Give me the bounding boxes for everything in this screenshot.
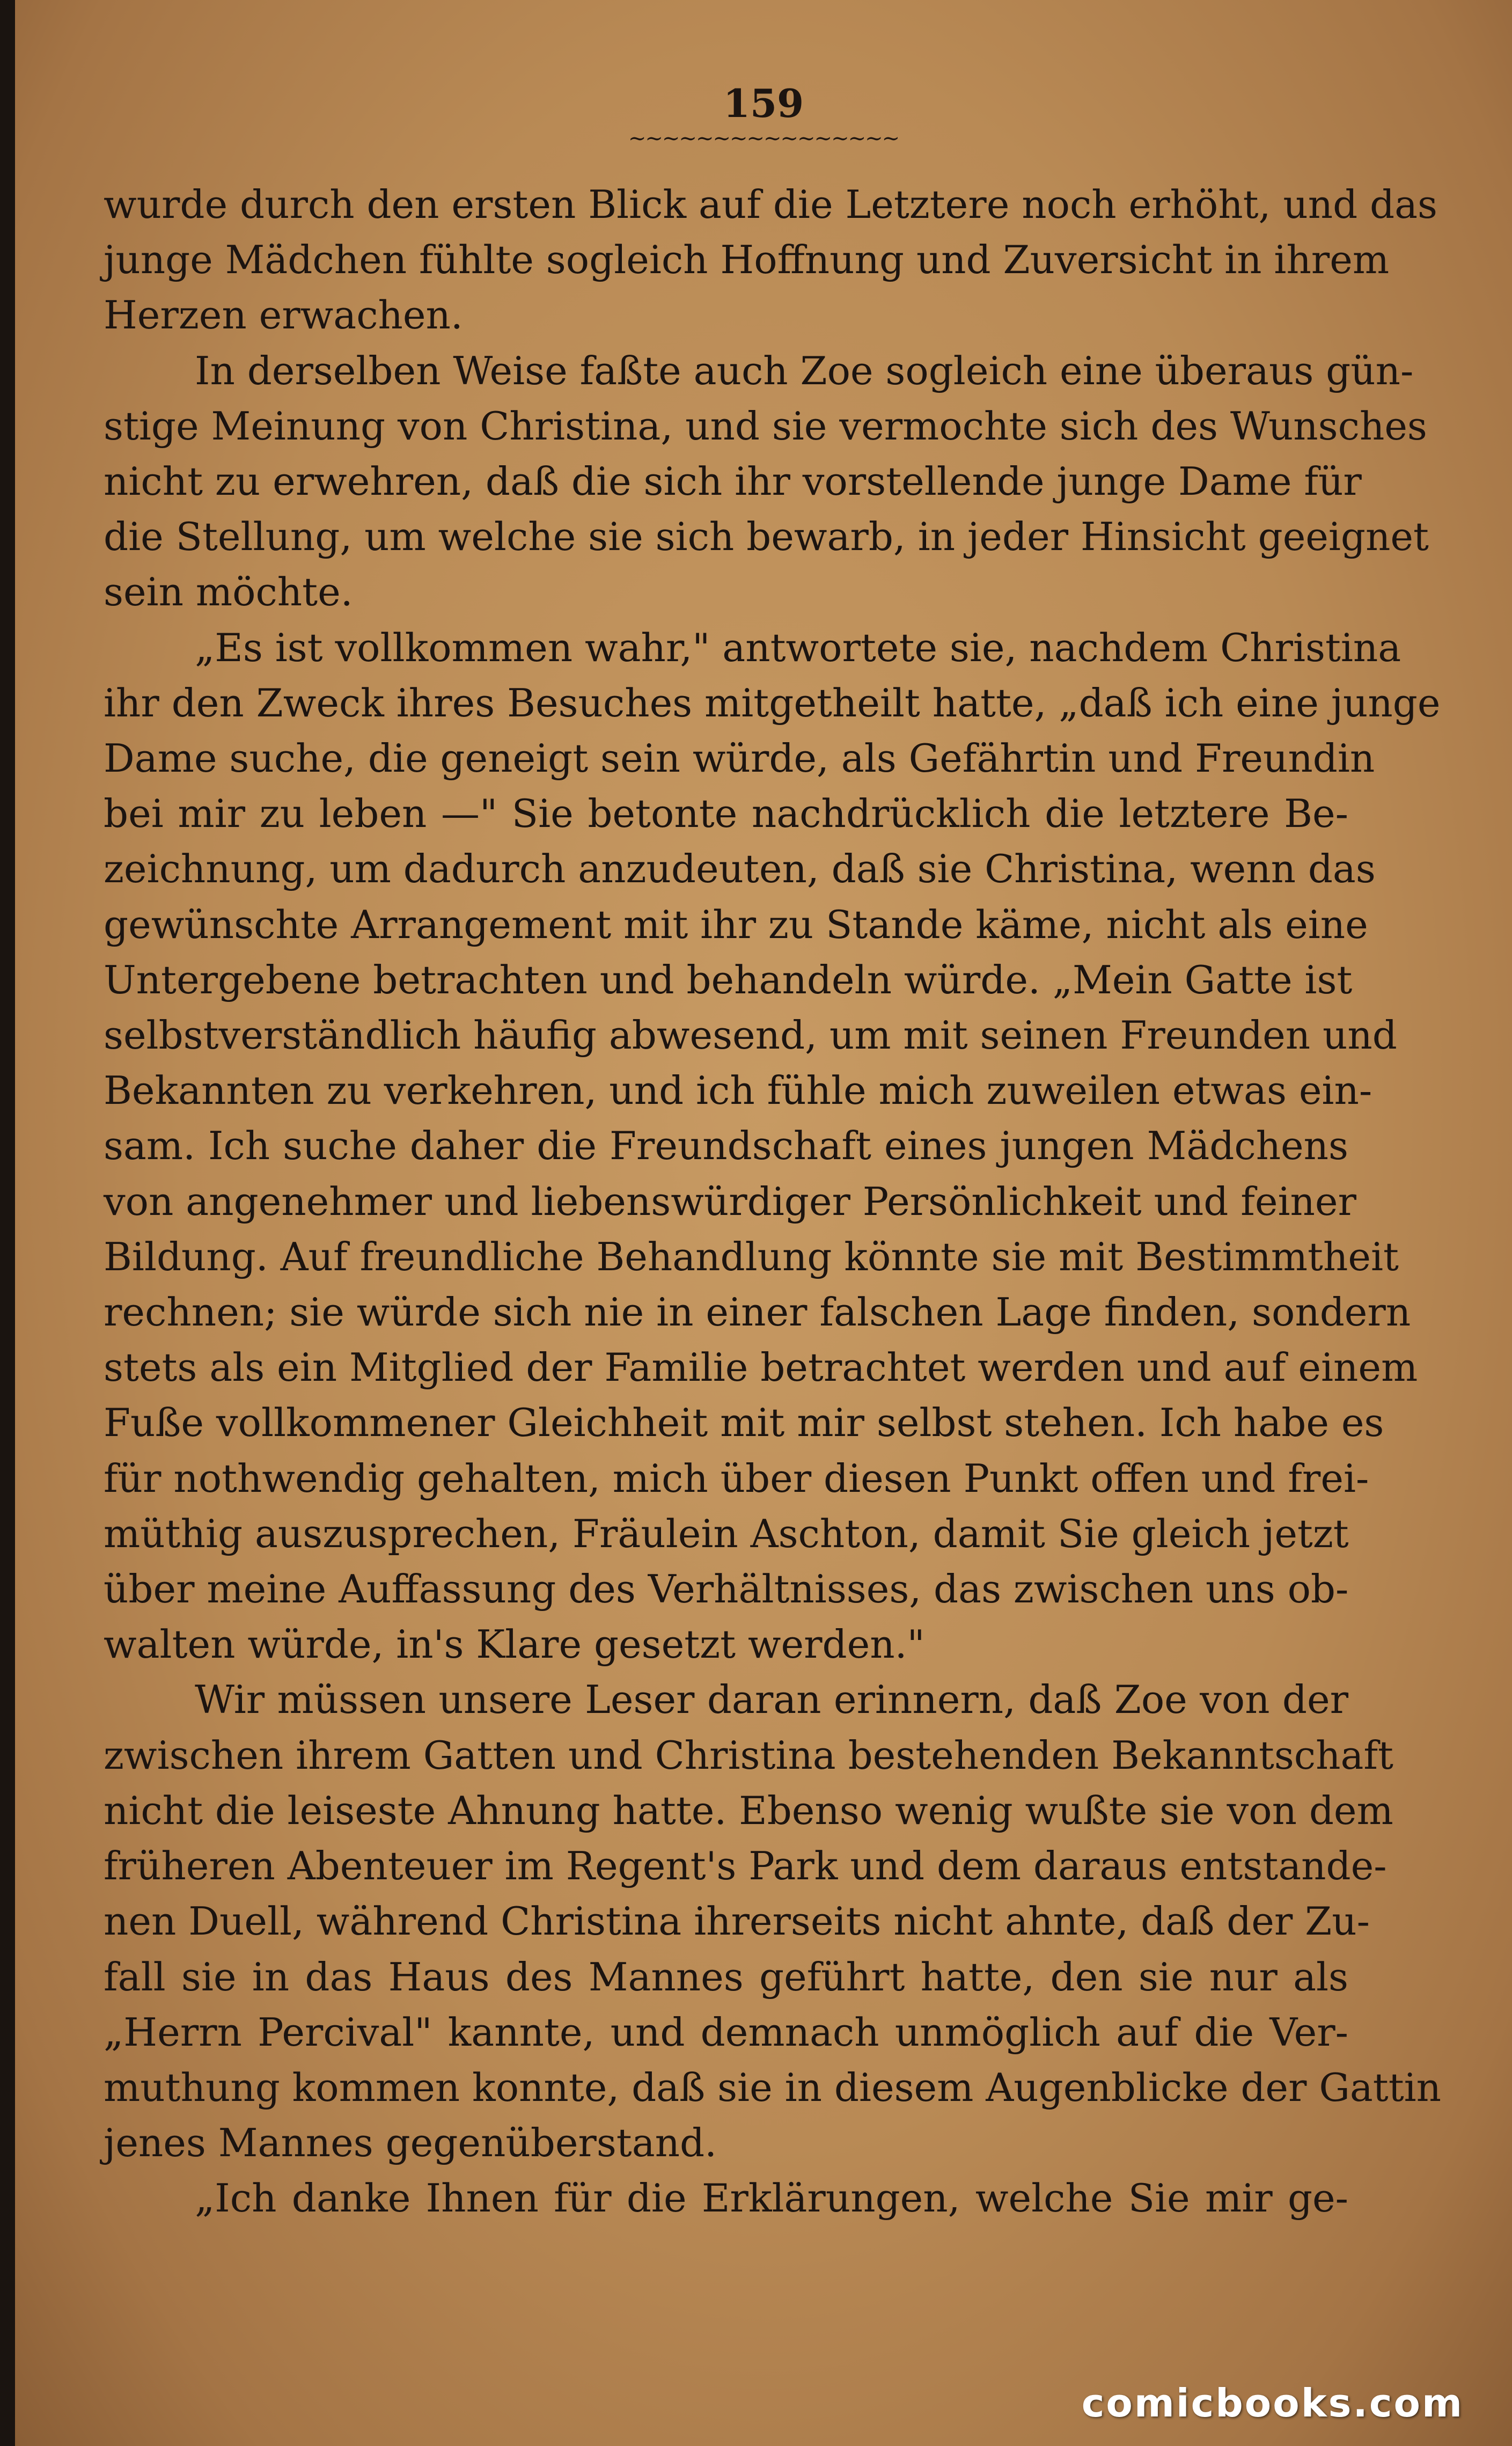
text-line: nicht zu erwehren, daß die sich ihr vorstellende junge Dame für <box>104 459 1362 504</box>
text-line: rechnen; sie würde sich nie in einer falschen Lage finden, sondern <box>104 1290 1411 1335</box>
text-line: über meine Auffassung des Verhältnisses, das zwischen uns ob- <box>104 1566 1349 1612</box>
text-line: die Stellung, um welche sie sich bewarb, in jeder Hinsicht geeignet <box>104 514 1429 560</box>
page-number: 159 <box>723 80 804 126</box>
text-line: gewünschte Arrangement mit ihr zu Stande käme, nicht als eine <box>104 902 1368 947</box>
text-line: walten würde, in's Klare gesetzt werden." <box>104 1622 925 1667</box>
text-line: bei mir zu leben —" Sie betonte nachdrücklich die letztere Be- <box>104 791 1348 837</box>
body-text <box>104 177 1442 2227</box>
text-line: „Es ist vollkommen wahr," antwortete sie, nachdem Christina <box>195 625 1401 670</box>
text-line: „Ich danke Ihnen für die Erklärungen, welche Sie mir ge- <box>195 2176 1348 2221</box>
text-line: zwischen ihrem Gatten und Christina bestehenden Bekanntschaft <box>104 1732 1393 1778</box>
text-line: selbstverständlich häufig abwesend, um mit seinen Freunden und <box>104 1013 1397 1058</box>
text-line: Bildung. Auf freundliche Behandlung könnte sie mit Bestimmtheit <box>104 1234 1399 1279</box>
text-line: sam. Ich suche daher die Freundschaft eines jungen Mädchens <box>104 1123 1348 1169</box>
site-watermark: comicbooks.com <box>1081 2381 1464 2426</box>
text-line: fall sie in das Haus des Mannes geführt hatte, den sie nur als <box>104 1954 1348 2000</box>
text-line: müthig auszusprechen, Fräulein Aschton, damit Sie gleich jetzt <box>104 1511 1349 1556</box>
page-number-ornament: ~~~~~~~~~~~~~~~~ <box>628 126 899 151</box>
text-line: Untergebene betrachten und behandeln würde. „Mein Gatte ist <box>104 957 1353 1002</box>
text-line: nicht die leiseste Ahnung hatte. Ebenso wenig wußte sie von dem <box>104 1788 1393 1833</box>
text-line: stige Meinung von Christina, und sie vermochte sich des Wunsches <box>104 403 1427 449</box>
text-line: muthung kommen konnte, daß sie in diesem Augenblicke der Gattin <box>104 2064 1442 2110</box>
text-line: jenes Mannes gegenüberstand. <box>104 2120 717 2166</box>
text-line: In derselben Weise faßte auch Zoe sogleich eine überaus gün- <box>195 348 1414 393</box>
text-line: „Herrn Percival" kannte, und demnach unmöglich auf die Ver- <box>104 2009 1348 2055</box>
text-line: Bekannten zu verkehren, und ich fühle mich zuweilen etwas ein- <box>104 1068 1372 1114</box>
text-line: nen Duell, während Christina ihrerseits nicht ahnte, daß der Zu- <box>104 1899 1370 1944</box>
book-page <box>15 0 1512 2446</box>
text-line: Wir müssen unsere Leser daran erinnern, daß Zoe von der <box>195 1677 1348 1723</box>
text-line: Fuße vollkommener Gleichheit mit mir selbst stehen. Ich habe es <box>104 1400 1384 1446</box>
text-line: stets als ein Mitglied der Familie betrachtet werden und auf einem <box>104 1345 1418 1390</box>
text-line: Herzen erwachen. <box>104 292 463 338</box>
text-line: sein möchte. <box>104 569 353 615</box>
text-line: Dame suche, die geneigt sein würde, als Gefährtin und Freundin <box>104 736 1375 781</box>
text-line: für nothwendig gehalten, mich über diesen Punkt offen und frei- <box>104 1455 1369 1501</box>
text-line: zeichnung, um dadurch anzudeuten, daß sie Christina, wenn das <box>104 846 1376 892</box>
text-line: wurde durch den ersten Blick auf die Letztere noch erhöht, und das <box>104 182 1438 227</box>
text-line: früheren Abenteuer im Regent's Park und dem daraus entstande- <box>104 1843 1387 1889</box>
text-line: ihr den Zweck ihres Besuches mitgetheilt hatte, „daß ich eine junge <box>104 680 1441 726</box>
text-line: von angenehmer und liebenswürdiger Persönlichkeit und feiner <box>104 1178 1356 1224</box>
text-line: junge Mädchen fühlte sogleich Hoffnung und Zuversicht in ihrem <box>104 237 1390 283</box>
